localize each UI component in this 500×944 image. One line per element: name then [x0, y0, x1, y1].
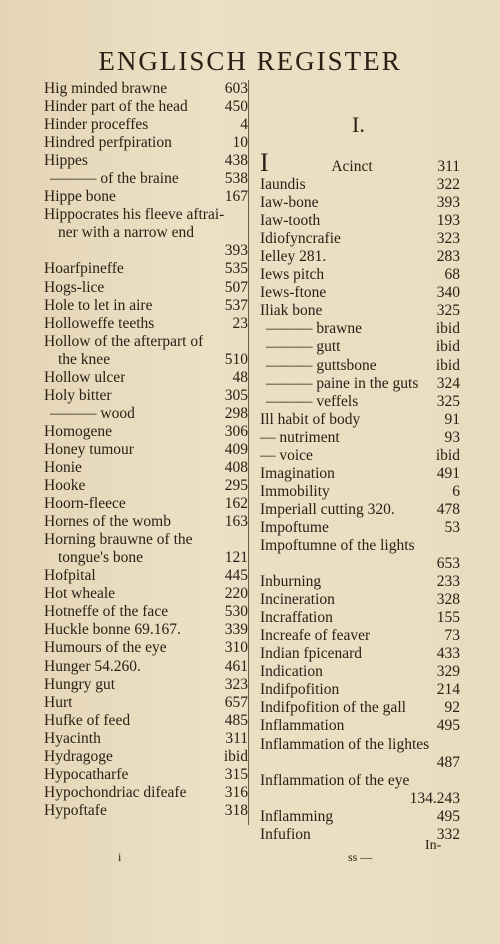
index-entry: [44, 712, 248, 730]
entry-term: Humours of the eye: [44, 639, 167, 657]
index-entry: [260, 393, 460, 411]
entry-term: ner with a narrow end: [58, 224, 195, 242]
index-entry: [44, 549, 248, 567]
entry-page-number: 393: [436, 194, 460, 212]
entry-term: Hippocrates his fleeve aftrai-: [44, 206, 225, 224]
entry-page-number: 478: [436, 500, 460, 518]
index-entry: [44, 441, 248, 459]
index-entry: [260, 573, 460, 591]
entry-page-number: 530: [224, 603, 248, 621]
index-entry: [260, 736, 460, 754]
entry-term: Homogene: [44, 422, 113, 440]
index-entry: [260, 248, 460, 266]
entry-term: Indifpofition: [260, 681, 340, 699]
entry-page-number: 510: [224, 350, 248, 368]
entry-page-number: 324: [436, 374, 460, 392]
index-entry: [44, 459, 248, 477]
index-entry: [44, 477, 248, 495]
entry-page-number: 4: [240, 116, 248, 134]
entry-page-number: 495: [436, 807, 460, 825]
entry-page-number: 48: [232, 368, 248, 386]
index-entry: [44, 495, 248, 513]
index-entry: [260, 212, 460, 230]
index-entry: [44, 116, 248, 134]
index-entry: [44, 387, 248, 405]
entry-term: Holy bitter: [44, 386, 112, 404]
entry-term: Ill habit of body: [260, 410, 361, 428]
index-entry: [260, 465, 460, 483]
index-entry: [44, 531, 248, 549]
entry-page-number: 537: [224, 296, 248, 314]
entry-term: Inflammation of the lightes: [260, 735, 430, 753]
entry-term: Hippes: [44, 152, 88, 170]
entry-page-number: ibid: [435, 446, 460, 464]
entry-page-number: 92: [444, 699, 460, 717]
entry-term: Hufke of feed: [44, 711, 131, 729]
index-entry: [260, 357, 460, 375]
entry-term: ——— paine in the guts: [266, 374, 419, 392]
index-entry: [44, 639, 248, 657]
entry-page-number: 73: [444, 627, 460, 645]
index-entry: [44, 748, 248, 766]
catchword: In-: [425, 838, 442, 853]
entry-term: Iaundis: [260, 176, 306, 194]
entry-page-number: 485: [224, 711, 248, 729]
entry-term: ——— of the braine: [50, 170, 179, 188]
entry-page-number: 507: [224, 278, 248, 296]
entry-page-number: 298: [224, 404, 248, 422]
entry-page-number: ibid: [435, 320, 460, 338]
entry-page-number: 408: [224, 458, 248, 476]
signature-mark: i: [118, 850, 122, 864]
entry-page-number: 325: [436, 302, 460, 320]
index-entry: [44, 585, 248, 603]
entry-page-number: 433: [436, 645, 460, 663]
entry-term: Ielley 281.: [260, 248, 327, 266]
entry-page-number: 535: [224, 260, 248, 278]
index-entry: [260, 609, 460, 627]
index-entry: [44, 730, 248, 748]
index-entry: [44, 621, 248, 639]
entry-term: Hollow ulcer: [44, 368, 126, 386]
entry-page-number: 155: [436, 609, 460, 627]
index-entry: [44, 206, 248, 224]
entry-term: Hippe bone: [44, 188, 116, 206]
index-entry: [260, 411, 460, 429]
index-entry: [260, 627, 460, 645]
entry-term: Infufion: [260, 825, 311, 843]
entry-term: ——— brawne: [266, 320, 362, 338]
index-entry: [44, 152, 248, 170]
entry-term: Impoftumne of the lights: [260, 536, 415, 554]
index-entry: [260, 230, 460, 248]
index-entry: [260, 591, 460, 609]
entry-term: Indication: [260, 663, 323, 681]
entry-term: Hunger 54.260.: [44, 657, 141, 675]
right-column: [260, 150, 460, 844]
entry-page-number: 167: [224, 188, 248, 206]
entry-term: Huckle bonne 69.167.: [44, 621, 181, 639]
entry-term: Hindred perfpiration: [44, 134, 172, 152]
index-entry: [260, 302, 460, 320]
entry-page-number: 311: [437, 158, 460, 175]
entry-term: ——— veffels: [266, 392, 359, 410]
entry-term: Hungry gut: [44, 675, 116, 693]
entry-page-number: 283: [436, 248, 460, 266]
drop-capital: I: [260, 148, 269, 177]
index-entry: [44, 802, 248, 820]
entry-term: Hole to let in aire: [44, 296, 153, 314]
index-entry: [44, 676, 248, 694]
index-entry: [260, 501, 460, 519]
entry-page-number: 23: [232, 314, 248, 332]
entry-term: Iews pitch: [260, 266, 325, 284]
entry-page-number: 68: [444, 266, 460, 284]
index-entry: [260, 483, 460, 501]
entry-term: Hypocatharfe: [44, 765, 129, 783]
entry-page-number: 491: [436, 464, 460, 482]
entry-page-number: 91: [444, 410, 460, 428]
entry-term: Hollow of the afterpart of: [44, 332, 204, 350]
index-entry: [44, 297, 248, 315]
entry-page-number: 538: [224, 170, 248, 188]
column-divider: [248, 80, 249, 825]
entry-page-number: ibid: [435, 356, 460, 374]
entry-page-number: 332: [436, 825, 460, 843]
entry-term: Hydragoge: [44, 747, 113, 765]
entry-term: ——— guttsbone: [266, 356, 377, 374]
entry-page-number: 193: [436, 212, 460, 230]
entry-page-number: 121: [224, 549, 248, 567]
entry-page-number: 461: [224, 657, 248, 675]
entry-page-number: 438: [224, 152, 248, 170]
index-entry: [44, 766, 248, 784]
index-entry: [260, 808, 460, 826]
entry-term: Indian fpicenard: [260, 645, 362, 663]
entry-term: Iliak bone: [260, 302, 323, 320]
entry-term: Honey tumour: [44, 440, 134, 458]
index-entry: [44, 694, 248, 712]
index-entry: [44, 279, 248, 297]
entry-page-number: 653: [436, 555, 460, 573]
index-entry: [260, 555, 460, 573]
entry-term: Iaw-tooth: [260, 212, 321, 230]
index-entry: [260, 320, 460, 338]
entry-term: Idiofyncrafie: [260, 230, 341, 248]
entry-page-number: 340: [436, 284, 460, 302]
entry-page-number: 323: [436, 230, 460, 248]
entry-page-number: 445: [224, 567, 248, 585]
entry-page-number: 316: [224, 783, 248, 801]
entry-term: Incineration: [260, 591, 335, 609]
entry-term: ——— wood: [50, 404, 135, 422]
entry-page-number: 318: [224, 801, 248, 819]
entry-term: Hogs-lice: [44, 278, 105, 296]
entry-term: Iaw-bone: [260, 194, 319, 212]
entry-term: tongue's bone: [58, 549, 144, 567]
entry-term: — voice: [260, 446, 313, 464]
entry-term: Hornes of the womb: [44, 513, 171, 531]
index-entry: [260, 150, 460, 176]
index-entry: [260, 447, 460, 465]
entry-term: Imagination: [260, 464, 335, 482]
entry-term: Hurt: [44, 693, 73, 711]
index-entry: [44, 784, 248, 802]
index-entry: [44, 80, 248, 98]
entry-term: Hot wheale: [44, 585, 116, 603]
entry-term: Inflammation of the eye: [260, 771, 410, 789]
index-entry: [260, 663, 460, 681]
entry-page-number: 162: [224, 495, 248, 513]
index-entry: [44, 423, 248, 441]
entry-page-number: 322: [436, 176, 460, 194]
entry-page-number: 328: [436, 591, 460, 609]
index-entry: [44, 188, 248, 206]
entry-term: Hypoftafe: [44, 801, 107, 819]
index-entry: [44, 513, 248, 531]
entry-page-number: ibid: [435, 338, 460, 356]
index-entry: [44, 170, 248, 188]
index-entry: [44, 242, 248, 260]
entry-page-number: 220: [224, 585, 248, 603]
index-entry: [44, 405, 248, 423]
signature-mark-right: ss —: [348, 850, 373, 864]
index-entry: [260, 772, 460, 790]
entry-page-number: 657: [224, 693, 248, 711]
index-entry: [260, 338, 460, 356]
index-entry: [44, 333, 248, 351]
index-entry: [260, 717, 460, 735]
index-entry: [260, 537, 460, 555]
entry-page-number: 311: [225, 729, 248, 747]
index-entry: [260, 194, 460, 212]
entry-page-number: 305: [224, 386, 248, 404]
index-entry: [44, 224, 248, 242]
left-column: [44, 80, 248, 820]
entry-term: Hoorn-fleece: [44, 495, 126, 513]
entry-page-number: ibid: [223, 747, 248, 765]
index-entry: [44, 315, 248, 333]
section-letter: I.: [352, 112, 365, 137]
index-entry: [260, 790, 460, 808]
index-entry: [44, 603, 248, 621]
index-entry: [260, 699, 460, 717]
entry-page-number: 306: [224, 422, 248, 440]
entry-page-number: 233: [436, 573, 460, 591]
entry-page-number: 295: [224, 477, 248, 495]
entry-term: Incraffation: [260, 609, 333, 627]
index-entry: [44, 658, 248, 676]
entry-term: Hotneffe of the face: [44, 603, 169, 621]
entry-page-number: 310: [224, 639, 248, 657]
index-entry: [44, 351, 248, 369]
entry-page-number: 339: [224, 621, 248, 639]
index-entry: [260, 681, 460, 699]
entry-page-number: 315: [224, 765, 248, 783]
entry-page-number: 323: [224, 675, 248, 693]
entry-term: Inflamming: [260, 807, 334, 825]
page-header: ENGLISCH REGISTER: [98, 46, 402, 76]
entry-term: — nutriment: [260, 428, 340, 446]
index-entry: [260, 645, 460, 663]
entry-term: ——— gutt: [266, 338, 341, 356]
entry-page-number: 487: [436, 753, 460, 771]
entry-term: Hypochondriac difeafe: [44, 783, 187, 801]
entry-term: Honie: [44, 458, 82, 476]
entry-term: Impoftume: [260, 518, 329, 536]
entry-term: Immobility: [260, 482, 330, 500]
index-entry: [260, 176, 460, 194]
index-entry: [44, 260, 248, 278]
entry-page-number: 10: [232, 134, 248, 152]
entry-term: Inflammation: [260, 717, 345, 735]
entry-term: Imperiall cutting 320.: [260, 500, 395, 518]
index-entry: [44, 98, 248, 116]
index-entry: [260, 519, 460, 537]
entry-page-number: 450: [224, 98, 248, 116]
entry-term: Horning brauwne of the: [44, 531, 193, 549]
index-entry: [260, 754, 460, 772]
entry-page-number: 6: [452, 482, 460, 500]
entry-term: Hig minded brawne: [44, 80, 168, 97]
entry-term: Acinct: [331, 158, 373, 175]
index-entry: [260, 266, 460, 284]
entry-page-number: 53: [444, 518, 460, 536]
entry-page-number: 603: [224, 80, 248, 97]
entry-term: Hyacinth: [44, 729, 101, 747]
entry-page-number: 329: [436, 663, 460, 681]
entry-term: Inburning: [260, 573, 322, 591]
entry-page-number: 134.243: [409, 789, 460, 807]
entry-page-number: 214: [436, 681, 460, 699]
index-entry: [260, 375, 460, 393]
entry-term: Indifpofition of the gall: [260, 699, 406, 717]
entry-term: Iews-ftone: [260, 284, 327, 302]
index-entry: [260, 284, 460, 302]
entry-page-number: 409: [224, 440, 248, 458]
index-entry: [260, 429, 460, 447]
entry-term: Hinder proceffes: [44, 116, 149, 134]
entry-term: the knee: [58, 350, 111, 368]
entry-term: Increafe of feaver: [260, 627, 371, 645]
entry-term: Hoarfpineffe: [44, 260, 124, 278]
entry-page-number: 325: [436, 392, 460, 410]
entry-page-number: 495: [436, 717, 460, 735]
entry-term: Hofpital: [44, 567, 96, 585]
index-entry: [44, 134, 248, 152]
index-entry: [44, 567, 248, 585]
entry-page-number: 163: [224, 513, 248, 531]
entry-term: Hinder part of the head: [44, 98, 188, 116]
index-entry: [44, 369, 248, 387]
entry-term: Holloweffe teeths: [44, 314, 155, 332]
entry-page-number: 393: [224, 242, 248, 260]
entry-term: Hooke: [44, 477, 86, 495]
entry-page-number: 93: [444, 428, 460, 446]
